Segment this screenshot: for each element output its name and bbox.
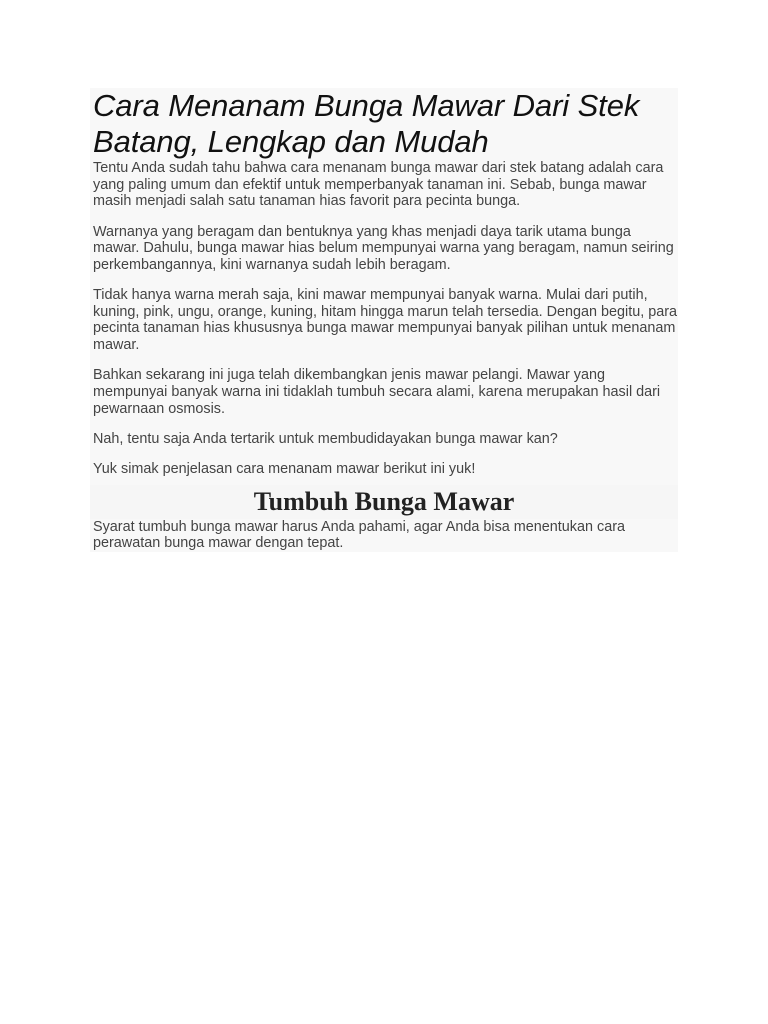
paragraph-colors: Warnanya yang beragam dan bentuknya yang khas menjadi daya tarik utama bunga mawar. Dahulu, bunga mawar hias belum mempunyai warna yang beragam, namun seiring perkembangannya, kini warnanya sudah lebih beragam. — [93, 223, 674, 273]
paragraph-rainbow-rose: Bahkan sekarang ini juga telah dikembangkan jenis mawar pelangi. Mawar yang mempunyai banyak warna ini tidaklah tumbuh secara alami, karena merupakan hasil dari pewarnaan osmosis. — [93, 367, 661, 417]
paragraph-spacer — [90, 354, 678, 368]
article-body — [90, 88, 678, 552]
paragraph-question: Nah, tentu saja Anda tertarik untuk membudidayakan bunga mawar kan? — [93, 430, 558, 447]
paragraph-spacer — [90, 417, 678, 431]
paragraph-invitation: Yuk simak penjelasan cara menanam mawar berikut ini yuk! — [93, 461, 476, 478]
paragraph-spacer — [90, 448, 678, 462]
paragraph-spacer — [90, 210, 678, 224]
article-title: Cara Menanam Bunga Mawar Dari Stek Batang, Lengkap dan Mudah — [93, 88, 640, 159]
paragraph-spacer — [90, 273, 678, 287]
paragraph-variety: Tidak hanya warna merah saja, kini mawar mempunyai banyak warna. Mulai dari putih, kuning, pink, ungu, orange, kuning, hitam hingga marun telah tersedia. Dengan begitu, para pecinta tanaman hias khususnya bunga mawar mempunyai banyak pilihan untuk menanam mawar. — [93, 287, 678, 353]
paragraph-intro: Tentu Anda sudah tahu bahwa cara menanam bunga mawar dari stek batang adalah cara yang paling umum dan efektif untuk memperbanyak tanaman ini. Sebab, bunga mawar masih menjadi salah satu tanaman hias favorit para pecinta bunga. — [93, 160, 664, 210]
paragraph-spacer — [90, 478, 678, 485]
section-paragraph: Syarat tumbuh bunga mawar harus Anda pahami, agar Anda bisa menentukan cara perawatan bunga mawar dengan tepat. — [93, 518, 625, 552]
section-heading: Tumbuh Bunga Mawar — [90, 485, 678, 519]
